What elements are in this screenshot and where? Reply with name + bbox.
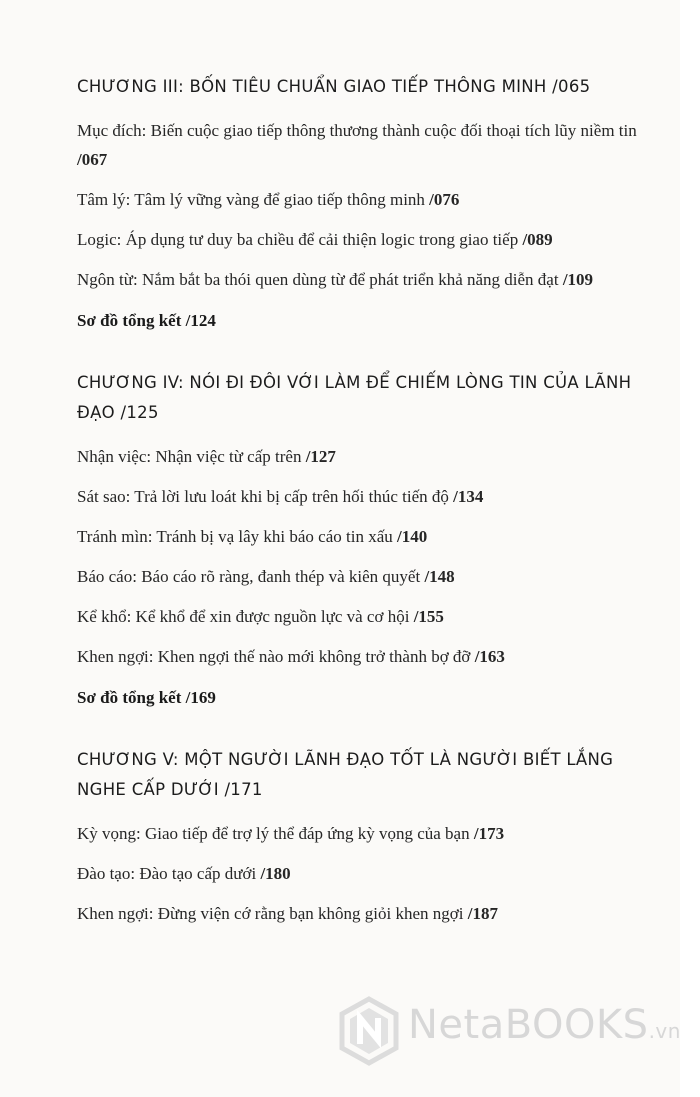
chapter-4 [77,368,637,712]
entry-text: Nhận việc từ cấp trên [151,447,306,466]
entry-text: Trả lời lưu loát khi bị cấp trên hối thúc tiến độ [130,487,454,506]
entry-label: Mục đích: [77,121,147,140]
netabooks-logo-icon [338,996,400,1066]
entry-label: Kỳ vọng: [77,824,141,843]
entry-page-number: /180 [260,864,291,883]
entry-label: Ngôn từ: [77,270,138,289]
entry-text: Tâm lý vững vàng để giao tiếp thông minh [130,190,430,209]
entry-text: Báo cáo rõ ràng, đanh thép và kiên quyết [136,567,425,586]
watermark [338,996,700,1068]
entry-label: Logic: [77,230,122,249]
entry-label: Tâm lý: [77,190,131,209]
chapter-title: CHƯƠNG V: MỘT NGƯỜI LÃNH ĐẠO TỐT LÀ NGƯỜI BIẾT LẮNG NGHE CẤP DƯỚI /171 [77,750,614,799]
entry-text: Kể khổ để xin được nguồn lực và cơ hội [131,607,414,626]
entry-label: Kể khổ: [77,607,132,626]
entry-text: Đừng viện cớ rằng bạn không giỏi khen ngợi [153,904,468,923]
chapter-3 [77,72,637,335]
toc-entry [77,185,637,214]
toc-entry [77,899,637,928]
page-edge [680,0,700,1097]
chapter-title: CHƯƠNG IV: NÓI ĐI ĐÔI VỚI LÀM ĐỂ CHIẾM LÒNG TIN CỦA LÃNH ĐẠO /125 [77,373,632,422]
toc-entry [77,522,637,551]
toc-entry [77,859,637,888]
toc-entry [77,819,637,848]
chapter-5 [77,745,637,928]
entry-label: Khen ngợi: [77,904,154,923]
entry-page-number: /173 [473,824,505,843]
toc-entry [77,442,637,471]
entry-page-number: /067 [77,150,108,169]
table-of-contents [77,72,637,961]
watermark-brand: NetaBOOKS [408,1002,649,1048]
toc-entry [77,642,637,671]
entry-label: Khen ngợi: [77,647,154,666]
entry-page-number: /109 [562,270,594,289]
entry-text: Giao tiếp để trợ lý thể đáp ứng kỳ vọng của bạn [140,824,474,843]
entry-page-number: /089 [522,230,553,249]
entry-label: Tránh mìn: [77,527,153,546]
entry-page-number: /148 [424,567,455,586]
entry-page-number: /163 [474,647,505,666]
entry-page-number: /127 [305,447,336,466]
entry-text: Nắm bắt ba thói quen dùng từ để phát triển khả năng diễn đạt [137,270,563,289]
entry-text: Đào tạo cấp dưới [135,864,261,883]
toc-entry [77,602,637,631]
entry-page-number: /134 [453,487,484,506]
entry-text: Tránh bị vạ lây khi báo cáo tin xấu [152,527,397,546]
entry-text: Áp dụng tư duy ba chiều để cải thiện logic trong giao tiếp [121,230,523,249]
entry-label: Đào tạo: [77,864,136,883]
toc-entry [77,116,637,174]
toc-entry [77,225,637,254]
toc-entry [77,562,637,591]
entry-page-number: /140 [397,527,428,546]
entry-label: Báo cáo: [77,567,137,586]
toc-entry [77,265,637,294]
watermark-suffix: .vn [648,1019,681,1043]
entry-label: Nhận việc: [77,447,152,466]
summary-diagram-entry: Sơ đồ tổng kết /124 [77,311,216,330]
toc-entry [77,482,637,511]
entry-text: Biến cuộc giao tiếp thông thương thành cuộc đối thoại tích lũy niềm tin [146,121,637,140]
entry-label: Sát sao: [77,487,131,506]
summary-diagram-entry: Sơ đồ tổng kết /169 [77,688,216,707]
entry-page-number: /076 [429,190,460,209]
entry-page-number: /187 [467,904,499,923]
watermark-text [408,1002,681,1048]
entry-text: Khen ngợi thế nào mới không trở thành bợ đỡ [153,647,475,666]
entry-page-number: /155 [413,607,444,626]
chapter-title: CHƯƠNG III: BỐN TIÊU CHUẨN GIAO TIẾP THÔNG MINH /065 [77,77,591,96]
